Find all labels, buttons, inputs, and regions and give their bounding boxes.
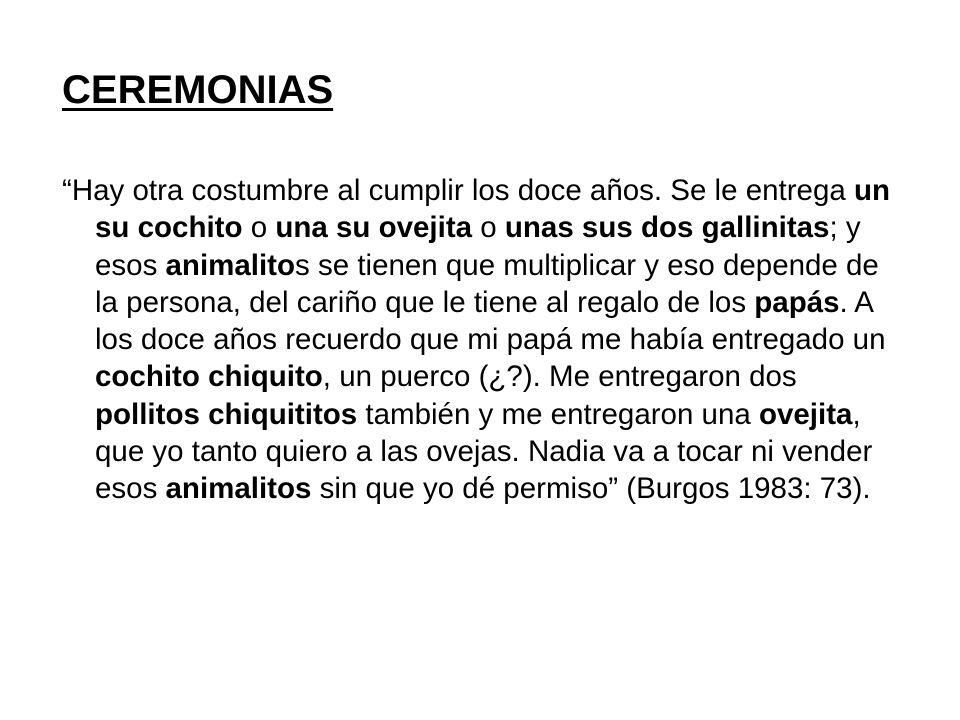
quote-text: también y me entregaron una xyxy=(357,397,759,431)
emphasis-text: unas sus dos gallinitas xyxy=(504,211,830,245)
quote-text: “Hay otra costumbre al cumplir los doce años. Se le entrega xyxy=(62,174,854,207)
quote-text: o xyxy=(472,211,505,245)
quote-paragraph xyxy=(62,172,894,508)
quote-text: ; y esos xyxy=(95,211,861,282)
quote-text: , que yo tanto quiero a las ovejas. Nadia va a tocar ni vender esos xyxy=(95,397,873,506)
emphasis-text: animalito xyxy=(165,248,296,282)
emphasis-text: pollitos chiquititos xyxy=(95,397,358,431)
quote-text: s se tienen que multiplicar y eso depende de la persona, del cariño que le tiene al regalo de los xyxy=(95,248,879,319)
emphasis-text: papás xyxy=(754,285,840,319)
emphasis-text: un su cochito xyxy=(95,174,891,245)
emphasis-text: ovejita xyxy=(758,397,853,431)
quote-text: sin que yo dé permiso” (Burgos 1983: 73). xyxy=(311,472,871,506)
quote-text: , un puerco (¿?). Me entregaron dos xyxy=(322,360,797,394)
emphasis-text: una su ovejita xyxy=(275,211,473,245)
emphasis-text: animalitos xyxy=(165,472,312,506)
emphasis-text: cochito chiquito xyxy=(95,360,323,394)
quote-text: . A los doce años recuerdo que mi papá me había entregado un xyxy=(95,285,886,357)
quote-text: o xyxy=(242,211,276,245)
slide-title: CEREMONIAS xyxy=(62,68,334,112)
